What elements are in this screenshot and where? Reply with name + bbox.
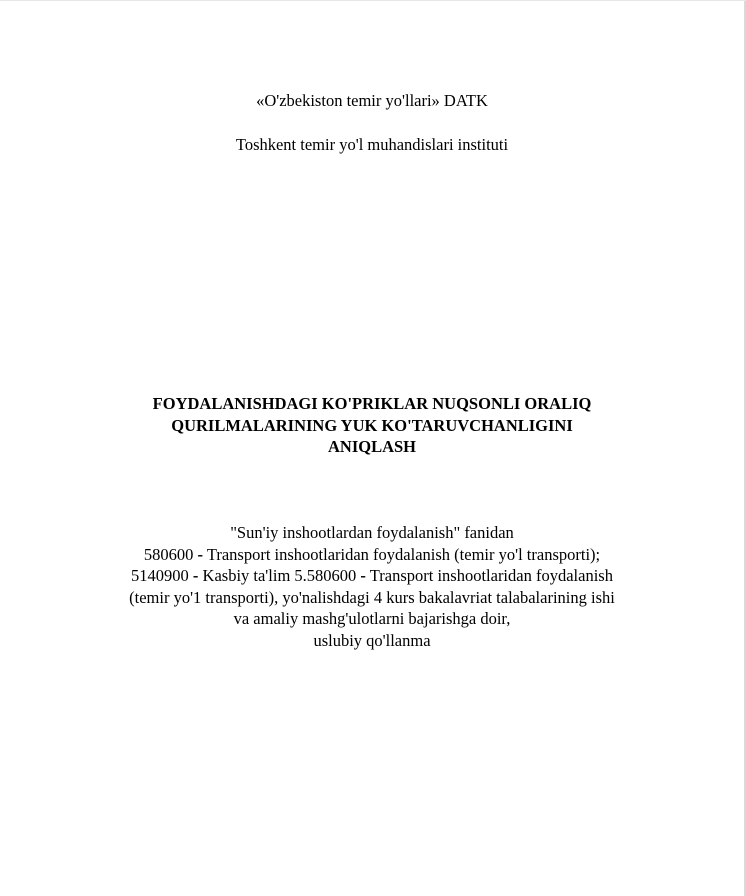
- description-line-5: va amaliy mashg'ulotlarni bajarishga doir,: [233, 609, 511, 628]
- dash-separator: -: [360, 566, 366, 585]
- title-line-1: FOYDALANISHDAGI KO'PRIKLAR NUQSONLI ORALIQ: [152, 394, 592, 413]
- page-top-border: [0, 0, 746, 1]
- organization-name: «O'zbekiston temir yo'llari» DATK: [256, 91, 488, 110]
- description-line-4: (temir yo'1 transporti), yo'nalishdagi 4 kurs bakalavriat talabalarining ishi: [129, 587, 615, 607]
- specialty-name-2: Transport inshootlaridan foydalanish: [369, 566, 613, 585]
- institute-name: Toshkent temir yo'l muhandislari instituti: [235, 135, 509, 154]
- document-title: [60, 393, 684, 458]
- specialty-code-1: 580600: [143, 544, 194, 564]
- description-line-3: [40, 565, 704, 587]
- document-description: [40, 522, 704, 651]
- description-line-1: "Sun'iy inshootlardan foydalanish" fanidan: [230, 523, 514, 542]
- title-line-2: QURILMALARINING YUK KO'TARUVCHANLIGINI: [171, 415, 573, 435]
- specialty-middle: Kasbiy ta'lim 5.580600: [202, 566, 357, 585]
- specialty-code-2: 5140900: [131, 566, 189, 585]
- specialty-name-1: Transport inshootlaridan foydalanish (temir yo'l transporti);: [206, 544, 601, 564]
- description-line-6: uslubiy qo'llanma: [313, 630, 431, 650]
- dash-separator: -: [192, 566, 199, 585]
- title-line-3: ANIQLASH: [327, 437, 417, 456]
- description-line-2: [40, 544, 704, 566]
- dash-separator: -: [197, 544, 204, 564]
